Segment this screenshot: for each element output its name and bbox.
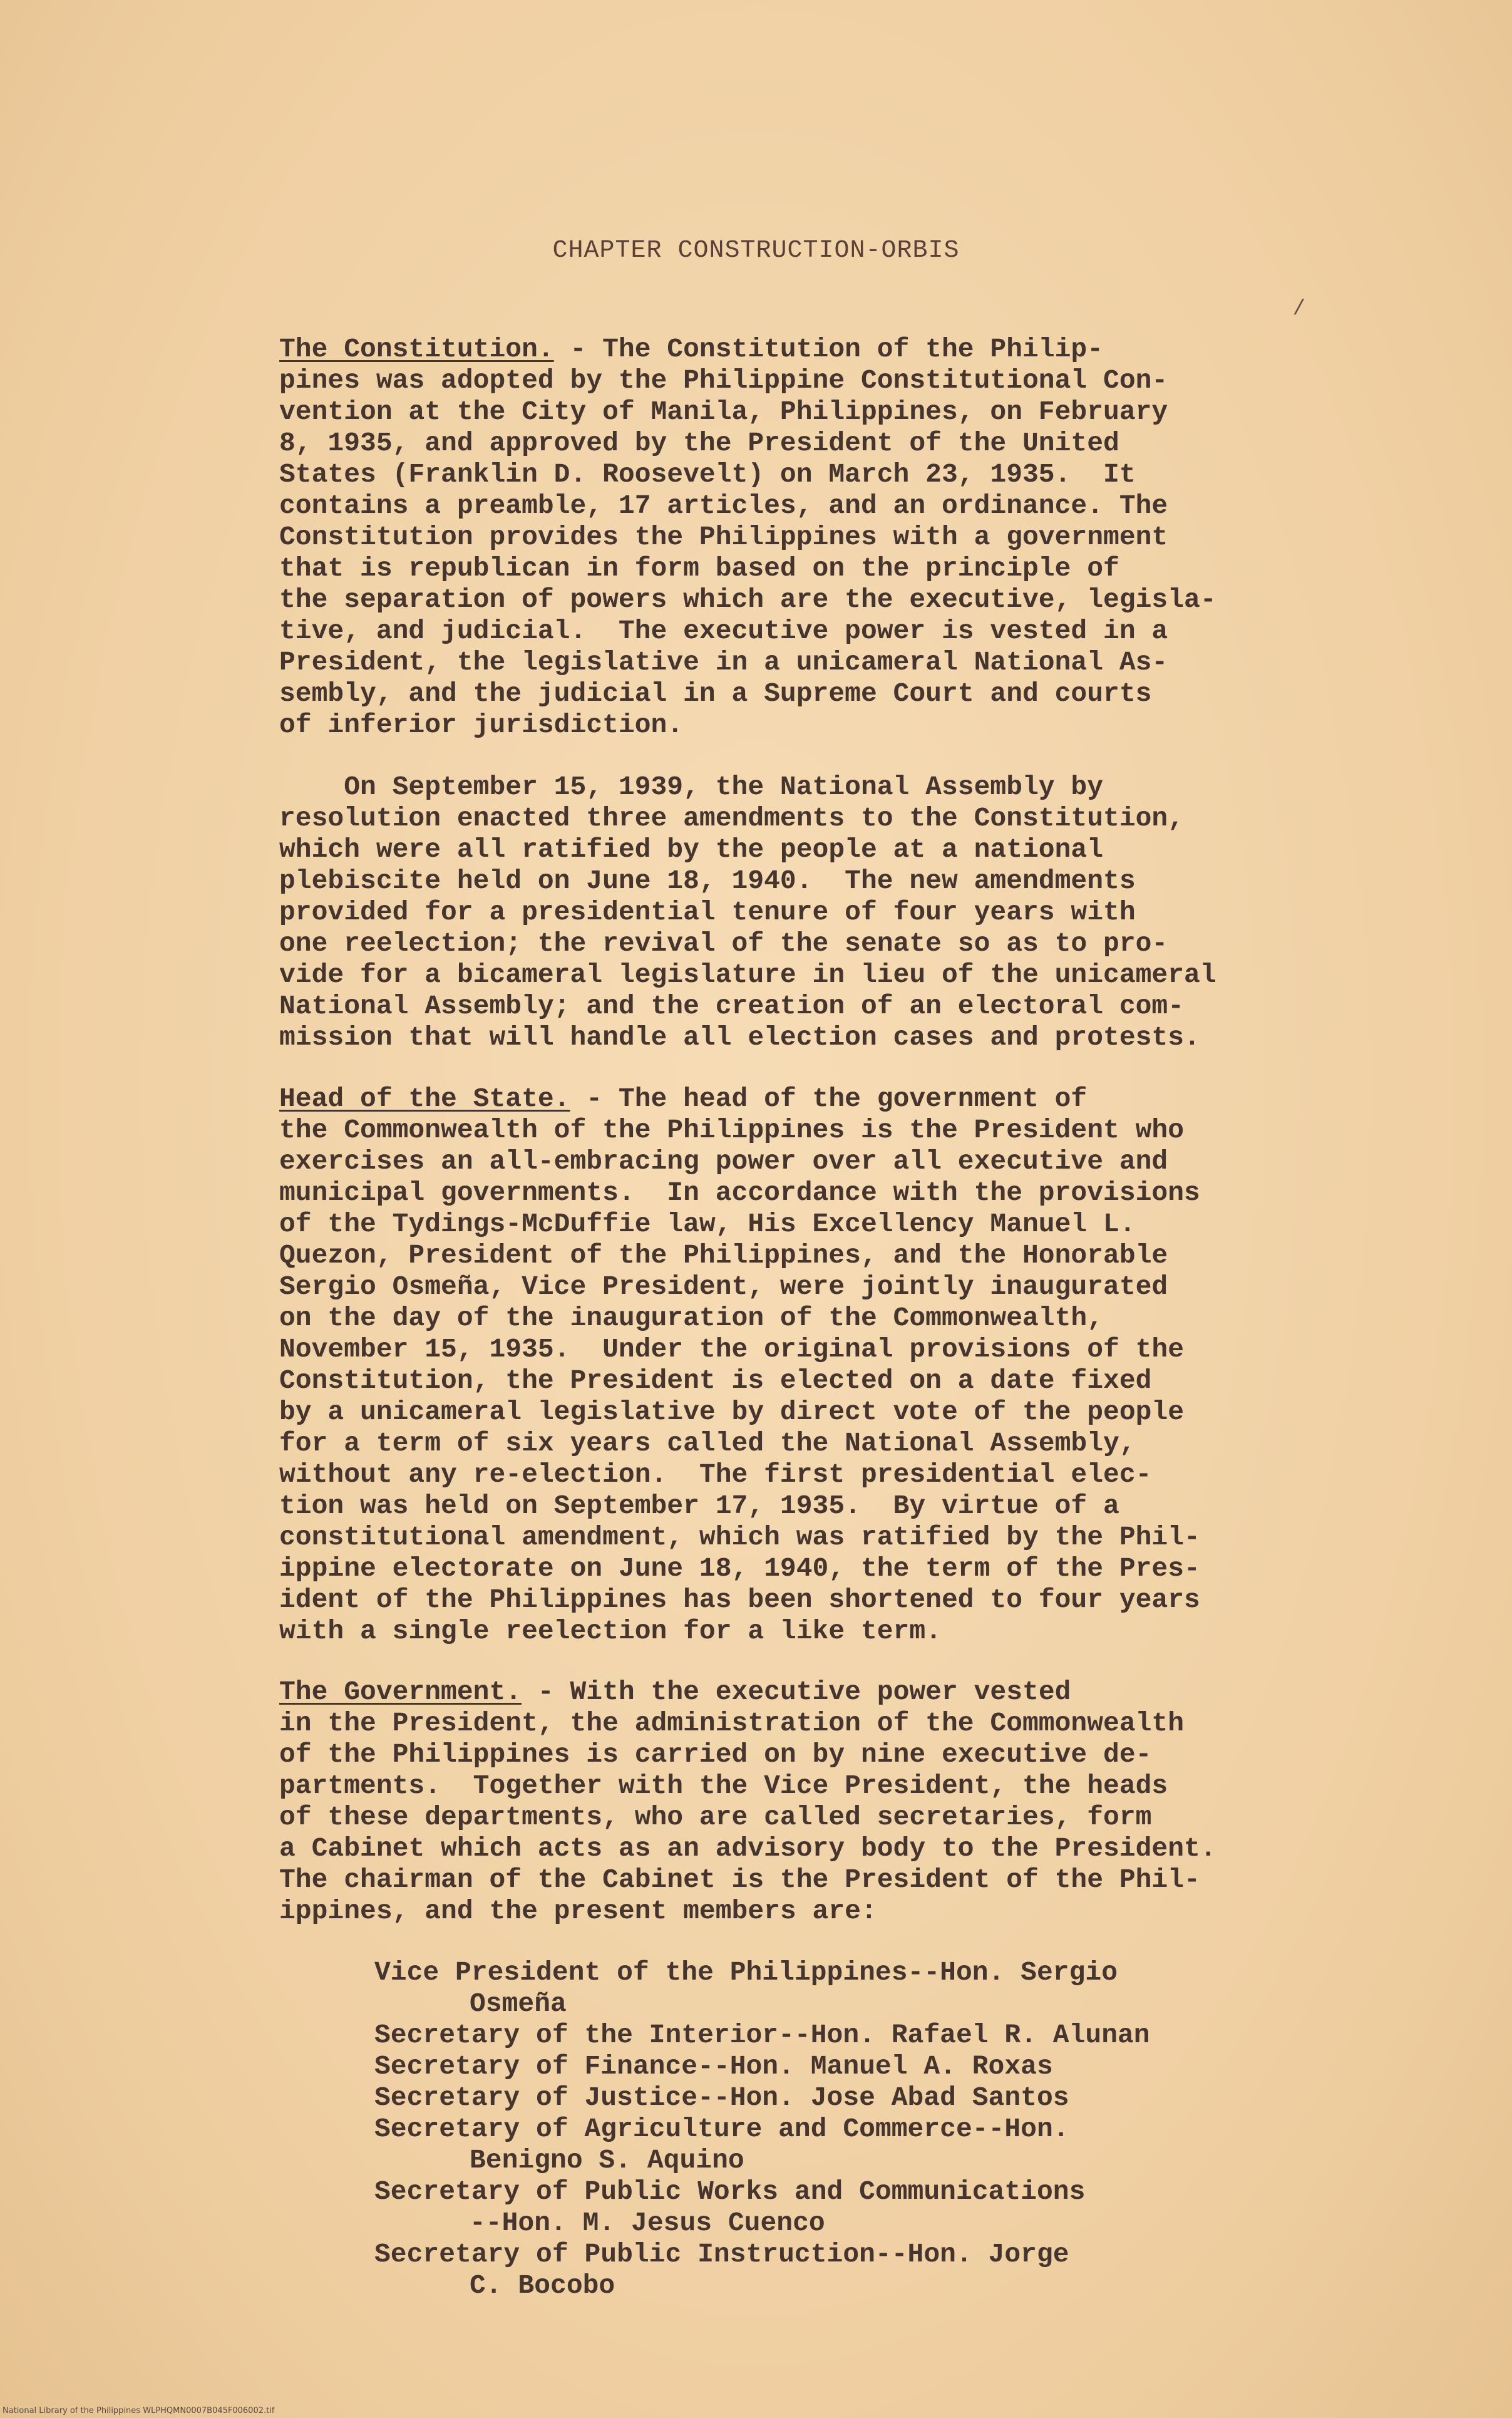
pen-mark: / <box>1292 297 1305 321</box>
paragraph-text: - The head of the government of the Commonwealth of the Philippines is the President who exercises an all-embracing power over all executive and municipal governments. In accordance with the provisions of the Tydings-McDuffie law, His Excellency Manuel L. Quezon, President of the Philippines, and the Honorable Sergio Osmeña, Vice President, were jointly inaugurated on the day of the inauguration of the Commonwealth, November 15, 1935. Under the original provisions of the Constitution, the President is elected on a date fixed by a unicameral legislative by direct vote of the people for a term of six years called the National Assembly, without any re-election. The first presidential elec- tion was held on September 17, 1935. By virtue of a constitutional amendment, which was ratified by the Phil- ippine electorate on June 18, 1940, the term of the Pres- ident of the Philippines has been shortened to four years with a single reelection for a like term. <box>279 1083 1200 1646</box>
cabinet-item-continuation: Benigno S. Aquino <box>470 2145 744 2176</box>
paragraph-text: - The Constitution of the Philip- pines was adopted by the Philippine Constitutional Con- vention at the City of Manila, Philippines, on February 8, 1935, and approved by the President of the United States (Franklin D. Roosevelt) on March 23, 1935. It contains a preamble, 17 articles, and an ordinance. The Constitution provides the Philippines with a government that is republican in form based on the principle of the separation of powers which are the executive, legisla- tive, and judicial. The executive power is vested in a President, the legislative in a unicameral National As- sembly, and the judicial in a Supreme Court and courts of inferior jurisdiction. <box>279 334 1216 740</box>
paragraph-amendments <box>279 772 1381 1053</box>
cabinet-list <box>374 1957 1476 2302</box>
cabinet-item-continuation: --Hon. M. Jesus Cuenco <box>470 2208 825 2238</box>
cabinet-item: Secretary of Finance--Hon. Manuel A. Roxas <box>374 2051 1053 2082</box>
archive-footer: National Library of the Philippines WLPHQMN0007B045F006002.tif <box>3 2406 275 2415</box>
page-title: CHAPTER CONSTRUCTION-ORBIS <box>552 237 960 265</box>
cabinet-item: Secretary of Agriculture and Commerce--Hon. <box>374 2114 1069 2144</box>
section-heading: Head of the State. <box>279 1083 570 1114</box>
cabinet-item: Secretary of Justice--Hon. Jose Abad Santos <box>374 2082 1069 2113</box>
paragraph-text: - With the executive power vested in the President, the administration of the Commonwealth of the Philippines is carried on by nine executive de- partments. Together with the Vice President, the heads of these departments, who are called secretaries, form a Cabinet which acts as an advisory body to the President. The chairman of the Cabinet is the President of the Phil- ippines, and the present members are: <box>279 1677 1216 1926</box>
cabinet-item: Secretary of Public Works and Communications <box>374 2176 1086 2207</box>
section-heading: The Constitution. <box>279 334 554 364</box>
cabinet-item-continuation: C. Bocobo <box>470 2270 615 2301</box>
cabinet-item: Vice President of the Philippines--Hon. Sergio <box>374 1957 1118 1988</box>
paragraph-head-of-state <box>279 1083 1381 1647</box>
section-heading: The Government. <box>279 1677 522 1707</box>
cabinet-item: Secretary of the Interior--Hon. Rafael R. Alunan <box>374 2020 1150 2050</box>
paragraph-government <box>279 1677 1381 1927</box>
paragraph-text: On September 15, 1939, the National Assembly by resolution enacted three amendments to the Constitution, which were all ratified by the people at a national plebiscite held on June 18, 1940. The new amendments provided for a presidential tenure of four years with one reelection; the revival of the senate so as to pro- vide for a bicameral legislature in lieu of the unicameral National Assembly; and the creation of an electoral com- mission that will handle all election cases and protests. <box>279 772 1216 1053</box>
cabinet-item: Secretary of Public Instruction--Hon. Jorge <box>374 2239 1069 2270</box>
paragraph-constitution <box>279 334 1381 741</box>
cabinet-item-continuation: Osmeña <box>470 1988 567 2019</box>
